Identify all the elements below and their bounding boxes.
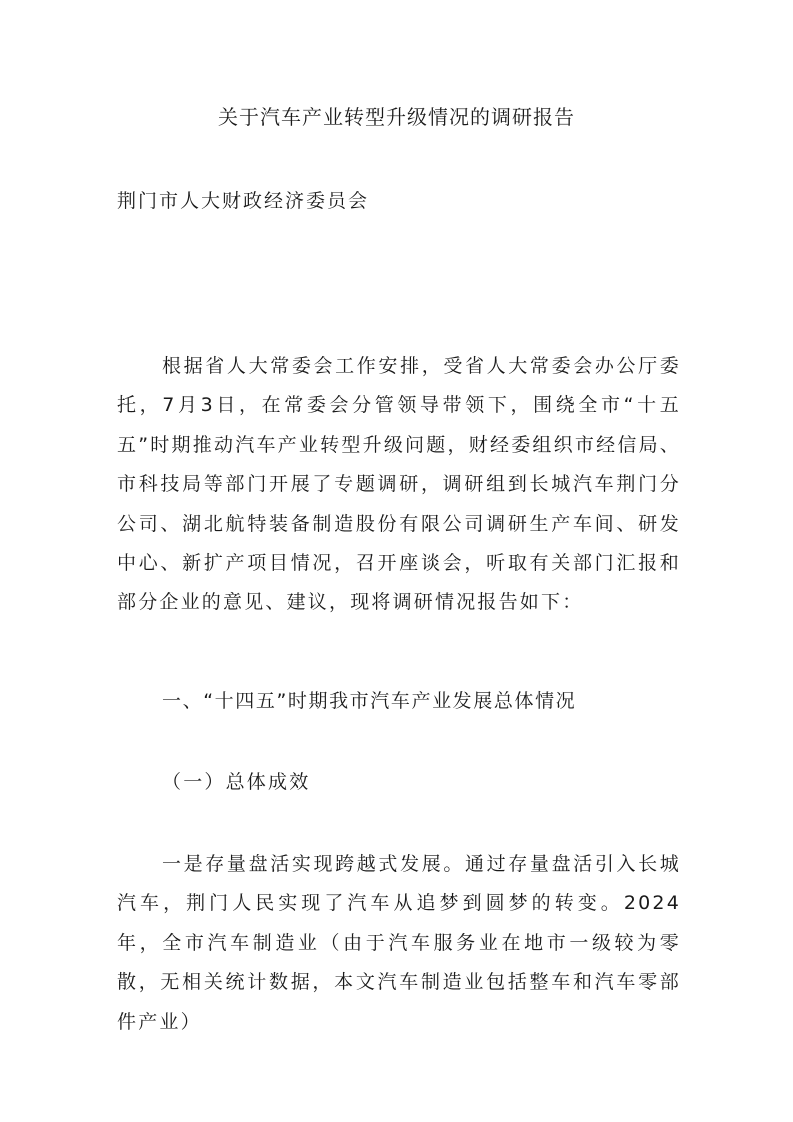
intro-paragraph: 根据省人大常委会工作安排，受省人大常委会办公厅委托，7月3日，在常委会分管领导带领下，围绕全市“十五五”时期推动汽车产业转型升级问题，财经委组织市经信局、市科技局等部门开展了专题调研，调研组到长城汽车荆门分公司、湖北航特装备制造股份有限公司调研生产车间、研发中心、新扩产项目情况，召开座谈会，听取有关部门汇报和部分企业的意见、建议，现将调研情况报告如下： [117, 355, 681, 614]
document-title: 关于汽车产业转型升级情况的调研报告 [218, 105, 575, 129]
organization-line: 荆门市人大财政经济委员会 [117, 190, 370, 212]
body-paragraph: 一是存量盘活实现跨越式发展。通过存量盘活引入长城汽车，荆门人民实现了汽车从追梦到圆梦的转变。2024 年，全市汽车制造业（由于汽车服务业在地市一级较为零散，无相关统计数据，本文汽车制造业包括整车和汽车零部件产业） [117, 853, 681, 1033]
subsection-heading-1: （一）总体成效 [162, 771, 311, 793]
section-heading-1: 一、“十四五”时期我市汽车产业发展总体情况 [162, 690, 577, 712]
